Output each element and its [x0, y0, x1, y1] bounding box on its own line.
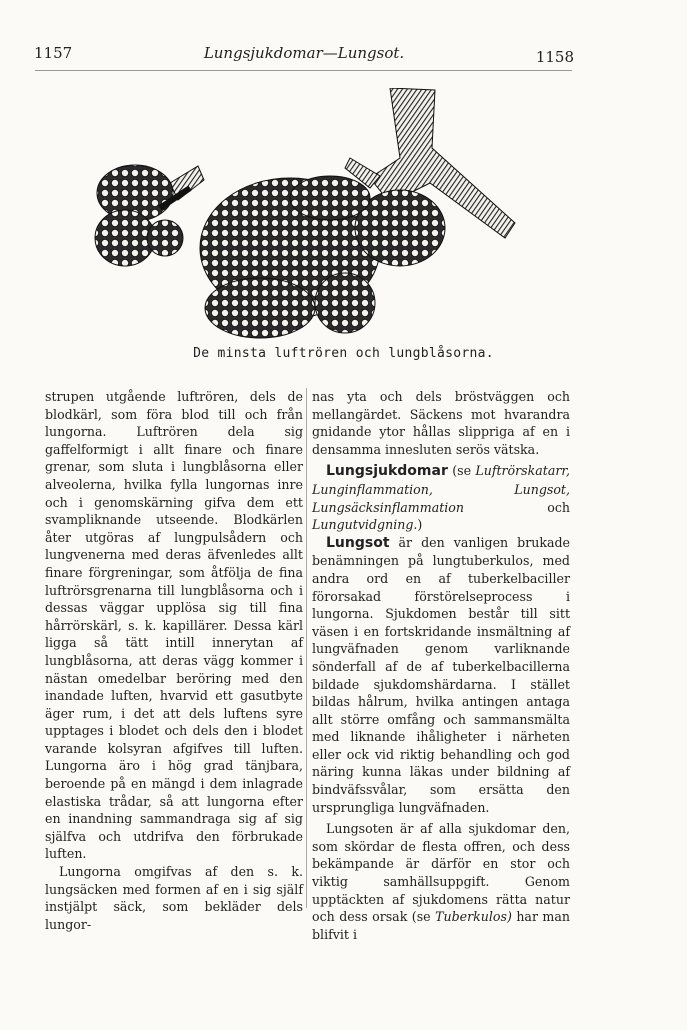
lung-alveoli-illustration: [90, 88, 530, 348]
page-number-right: 1158: [535, 48, 574, 66]
cross-reference: Lungutvidgning.: [312, 517, 418, 533]
column-divider: [306, 388, 307, 908]
entry-lungsot: [312, 534, 570, 817]
left-paragraph-1: strupen utgående luftrören, dels de blodkärl, som föra blod till och från lungorna. Luftrören dela sig gaffelformigt i allt finare och finare grenar, som sluta i lungblåsorna eller alveolerna, hvilka fylla lungornas inre och i genomskärning gifva dem ett svampliknande utseende. Blodkärlen åter utgöras af lungpulsådern och lungvenerna med deras äfvenledes allt finare förgreningar, som åtfölja de fina luftrörsgrenarna till lungblåsorna och i dessas väggar upplösa sig till fina hårrörskärl, s. k. kapillärer. Dessa kärl ligga så tätt intill innerytan af lungblåsorna, att deras vägg kommer i nästan omedelbar beröring med den inandade luften, hvarvid ett gasutbyte äger rum, i det att dels luftens syre upptages i blodet och dels den i blodet varande kolsyran afgifves till luften. Lungorna äro i hög grad tänjbara, beroende på en mängd i dem inlagrade elastiska trådar, så att lungorna efter en inandning sammandraga sig af sig själfva och utdrifva den förbrukade luften.: [45, 389, 303, 862]
entry-text: (se: [447, 463, 476, 479]
cross-reference: Luftrörskatarr, Lunginflammation, Lungsot, Lungsäcksinflammation: [312, 463, 570, 515]
cross-reference: Tuberkulos): [435, 909, 512, 925]
right-paragraph-4: [312, 820, 570, 943]
page-number-left: 1157: [34, 44, 73, 62]
right-column: [312, 388, 570, 943]
page-header: [34, 44, 574, 68]
right-paragraph-1: nas yta och dels bröstväggen och mellangärdet. Säckens mot hvarandra gnidande ytor hållas slippriga af en i densamma innesluten serös vätska.: [312, 389, 570, 457]
running-title: Lungsjukdomar—Lungsot.: [203, 44, 405, 62]
illustration-svg: [90, 88, 530, 348]
small-alveoli-cluster: [95, 165, 204, 266]
main-alveoli-cluster: [200, 88, 515, 338]
figure-caption: De minsta luftrören och lungblåsorna.: [193, 346, 494, 361]
entry-text: Lungsoten är af alla sjukdomar den, som skördar de flesta offren, och dess bekämpande är därför en stor och viktig samhällsuppgift. Genom upptäckten af sjukdomens rätta natur och dess orsak (se: [312, 821, 570, 925]
entry-text: ): [417, 517, 423, 533]
entry-text: har man blifvit i: [312, 909, 570, 942]
entry-text: är den vanligen brukade benämningen på lungtuberkulos, med andra ord en af tuberkelbaciller förorsakad förstörelseprocess i lungorna. Sjukdomen består till sitt väsen i en fortskridande insmältning af lungväfnaden genom varliknande sönderfall af de af tuberkelbacillerna bildade sjukdomshärdarna. I stället bildas hålrum, hvilka antingen antaga allt större omfång och sammansmälta med liknande ihåligheter i närheten eller ock vid riktig behandling och god näring kunna läkas under bildning af bindväfssvålar, som ersätta den ursprungliga lungväfnaden.: [312, 534, 570, 815]
headword-lungsjukdomar: Lungsjukdomar: [326, 463, 448, 480]
headword-lungsot: Lungsot: [326, 534, 390, 551]
header-rule: [35, 70, 572, 71]
left-column: [45, 388, 303, 933]
left-paragraph-2: Lungorna omgifvas af den s. k. lungsäcken med formen af en i sig själf instjälpt säck, som bekläder dels lungor-: [45, 864, 303, 932]
entry-lungsjukdomar: [312, 462, 570, 533]
entry-text: och: [464, 499, 570, 515]
